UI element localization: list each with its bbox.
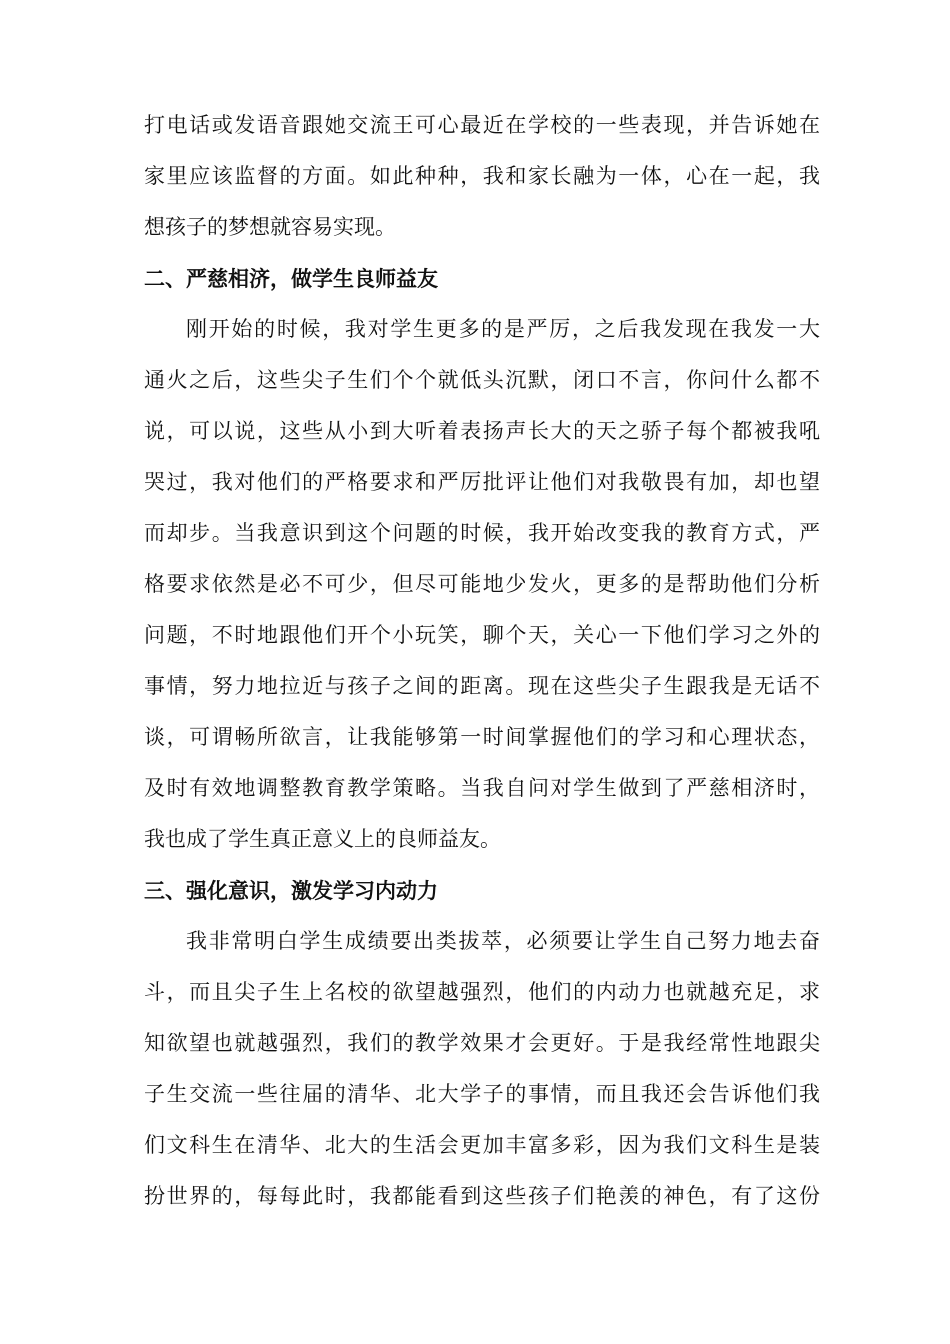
paragraph-line: 知欲望也就越强烈，我们的教学效果才会更好。于是我经常性地跟尖 <box>144 1031 820 1055</box>
paragraph-line: 格要求依然是必不可少，但尽可能地少发火，更多的是帮助他们分析 <box>144 572 820 596</box>
paragraph-line: 说，可以说，这些从小到大听着表扬声长大的天之骄子每个都被我吼 <box>144 419 820 443</box>
paragraph-line: 我非常明白学生成绩要出类拔萃，必须要让学生自己努力地去奋 <box>186 929 820 953</box>
paragraph-line: 通火之后，这些尖子生们个个就低头沉默，闭口不言，你问什么都不 <box>144 368 820 392</box>
paragraph-line: 们文科生在清华、北大的生活会更加丰富多彩，因为我们文科生是装 <box>144 1133 820 1157</box>
paragraph-line: 事情，努力地拉近与孩子之间的距离。现在这些尖子生跟我是无话不 <box>144 674 820 698</box>
paragraph-line: 而却步。当我意识到这个问题的时候，我开始改变我的教育方式，严 <box>144 521 820 545</box>
paragraph-line: 我也成了学生真正意义上的良师益友。 <box>144 827 501 851</box>
paragraph-line: 打电话或发语音跟她交流王可心最近在学校的一些表现，并告诉她在 <box>144 113 820 137</box>
paragraph-line: 及时有效地调整教育教学策略。当我自问对学生做到了严慈相济时， <box>144 776 820 800</box>
paragraph-line: 家里应该监督的方面。如此种种，我和家长融为一体，心在一起，我 <box>144 164 820 188</box>
paragraph-line: 子生交流一些往届的清华、北大学子的事情，而且我还会告诉他们我 <box>144 1082 820 1106</box>
paragraph-line: 斗，而且尖子生上名校的欲望越强烈，他们的内动力也就越充足，求 <box>144 980 820 1004</box>
paragraph-line: 问题，不时地跟他们开个小玩笑，聊个天，关心一下他们学习之外的 <box>144 623 820 647</box>
document-body <box>144 100 820 1222</box>
paragraph-line: 谈，可谓畅所欲言，让我能够第一时间掌握他们的学习和心理状态， <box>144 725 820 749</box>
section-heading: 二、严慈相济，做学生良师益友 <box>144 266 438 291</box>
paragraph-line: 想孩子的梦想就容易实现。 <box>144 215 396 239</box>
paragraph-line: 刚开始的时候，我对学生更多的是严厉，之后我发现在我发一大 <box>186 317 820 341</box>
paragraph-line: 哭过，我对他们的严格要求和严厉批评让他们对我敬畏有加，却也望 <box>144 470 820 494</box>
paragraph-line: 扮世界的，每每此时，我都能看到这些孩子们艳羡的神色，有了这份 <box>144 1184 820 1208</box>
section-heading: 三、强化意识，激发学习内动力 <box>144 878 438 903</box>
